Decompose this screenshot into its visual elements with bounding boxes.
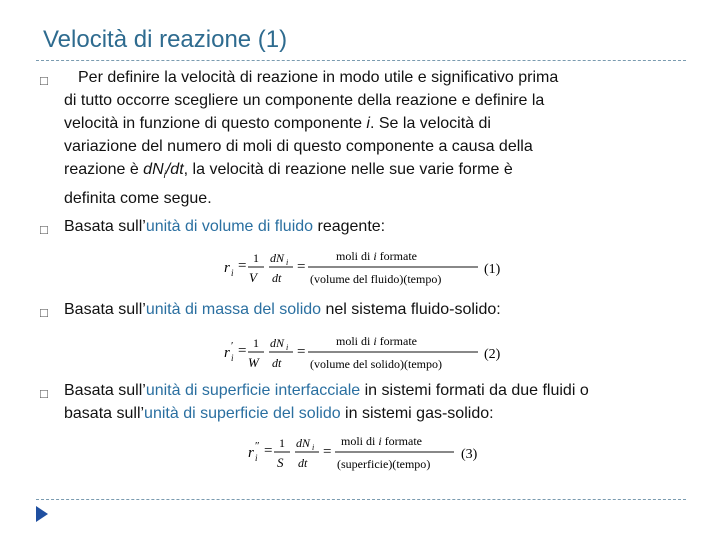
para-line: velocità in funzione di questo componente i. Se la velocità di	[64, 115, 491, 132]
para-line: variazione del numero di moli di questo componente a causa della	[64, 138, 533, 155]
svg-text:W: W	[248, 355, 259, 370]
formula-mass	[220, 328, 520, 376]
svg-text:V: V	[249, 270, 257, 285]
bullet-marker: □	[40, 222, 48, 237]
svg-text:i: i	[231, 353, 234, 363]
formula-lhs: r	[224, 345, 230, 361]
svg-text:dN: dN	[270, 251, 285, 265]
svg-text:=: =	[238, 258, 247, 274]
para-line: di tutto occorre scegliere un componente della reazione e definire la	[64, 92, 545, 109]
title-divider	[36, 60, 686, 61]
bullet-marker: □	[40, 73, 48, 88]
slide-title: Velocità di reazione (1)	[43, 26, 288, 53]
svg-text:1: 1	[253, 251, 259, 265]
next-slide-arrow-icon[interactable]	[36, 506, 48, 522]
svg-text:i: i	[255, 453, 258, 463]
formula-surface	[244, 428, 504, 476]
svg-text:dN: dN	[296, 436, 311, 450]
svg-text:i: i	[312, 443, 315, 452]
para-line: definita come segue.	[64, 190, 212, 208]
paragraph-volume: Basata sull’unità di volume di fluido reagente:	[64, 218, 386, 235]
svg-text:dN: dN	[270, 336, 285, 350]
svg-text:dt: dt	[272, 356, 282, 370]
svg-text:S: S	[277, 455, 284, 470]
footer-divider	[36, 499, 686, 500]
svg-text:′: ′	[231, 340, 234, 352]
paragraph-surface: Basata sull’unità di superficie interfacciale in sistemi formati da due fluidi o basata sull’unità di superficie del solido in sistemi gas-solido:	[64, 382, 589, 422]
svg-text:=: =	[323, 444, 332, 460]
svg-text:i: i	[286, 258, 289, 267]
svg-text:1: 1	[253, 336, 259, 350]
svg-text:=: =	[297, 344, 306, 360]
paragraph-mass: Basata sull’unità di massa del solido nel sistema fluido-solido:	[64, 301, 501, 318]
svg-text:1: 1	[279, 436, 285, 450]
svg-text:i: i	[286, 343, 289, 352]
svg-text:=: =	[238, 343, 247, 359]
formula-numerator: moli di i formate	[336, 334, 417, 348]
bullet-marker: □	[40, 305, 48, 320]
equation-number: (2)	[484, 347, 501, 362]
equation-number: (1)	[484, 262, 501, 277]
formula-denominator: (superficie)(tempo)	[337, 457, 431, 471]
formula-denominator: (volume del solido)(tempo)	[310, 357, 442, 371]
paragraph-definition	[64, 66, 688, 210]
formula-volume	[220, 243, 520, 291]
formula-lhs: r	[248, 445, 254, 461]
svg-text:i: i	[231, 268, 234, 278]
para-line: Per definire la velocità di reazione in modo utile e significativo prima	[78, 69, 559, 86]
equation-number: (3)	[461, 447, 478, 462]
formula-numerator: moli di i formate	[336, 249, 417, 263]
svg-text:dt: dt	[298, 456, 308, 470]
svg-text:″: ″	[255, 440, 260, 452]
svg-text:dt: dt	[272, 271, 282, 285]
svg-text:=: =	[264, 443, 273, 459]
formula-denominator: (volume del fluido)(tempo)	[310, 272, 442, 286]
para-line: reazione è $dN_i/dt$, la velocità di reazione nelle sue varie forme è	[64, 161, 513, 182]
bullet-marker: □	[40, 386, 48, 401]
formula-numerator: moli di i formate	[341, 434, 422, 448]
formula-lhs: r	[224, 260, 230, 276]
svg-text:=: =	[297, 259, 306, 275]
